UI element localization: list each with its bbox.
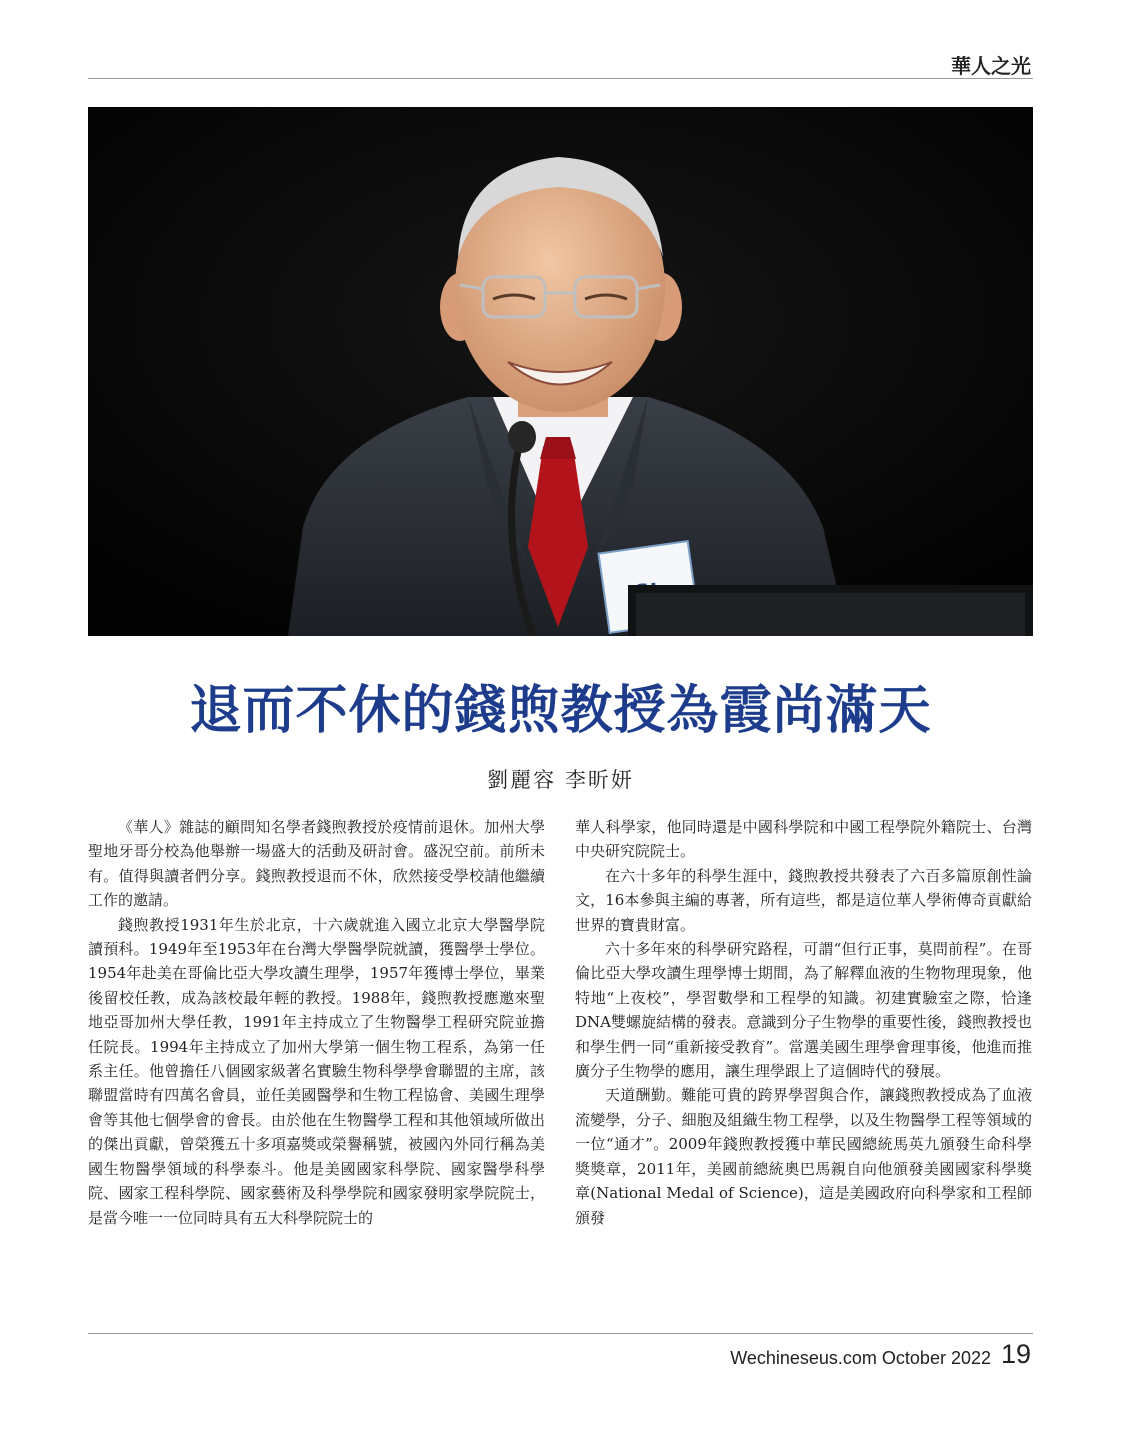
- paragraph: 在六十多年的科學生涯中，錢煦教授共發表了六百多篇原創性論文，16本參與主編的專著，所有這些，都是這位華人學術傳奇貢獻給世界的寶貴財富。: [575, 866, 1032, 934]
- footer-site-date: Wechineseus.com October 2022: [730, 1348, 991, 1368]
- paragraph: 六十多年來的科學研究路程，可謂“但行正事，莫問前程”。在哥倫比亞大學攻讀生理學博士期間，為了解釋血液的生物物理現象，他特地“上夜校”，學習數學和工程學的知識。初建實驗室之際，恰逢DNA雙螺旋結構的發表。意識到分子生物學的重要性後，錢煦教授也和學生們一同“重新接受教育”。當選美國生理學會理事後，他進而推廣分子生物學的應用，讓生理學跟上了這個時代的發展。: [575, 940, 1032, 1081]
- paragraph-continued: 華人科學家，他同時還是中國科學院和中國工程學院外籍院士、台灣中央研究院院士。: [575, 818, 1032, 861]
- microphone-head: [508, 421, 536, 453]
- page-number: 19: [1000, 1339, 1031, 1369]
- paragraph: 《華人》雜誌的顧問知名學者錢煦教授於疫情前退休。加州大學聖地牙哥分校為他舉辦一場盛大的活動及研討會。盛況空前。前所未有。值得與讀者們分享。錢煦教授退而不休，欣然接受學校請他繼續工作的邀請。: [88, 818, 545, 910]
- article-title: 退而不休的錢煦教授為霞尚滿天: [189, 681, 932, 741]
- article-photo: [88, 107, 1033, 636]
- article-column-left: [88, 815, 545, 1307]
- speaker-illustration: [88, 107, 1033, 636]
- article-byline: 劉麗容 李昕妍: [487, 768, 634, 792]
- paragraph: 天道酬勤。難能可貴的跨界學習與合作，讓錢煦教授成為了血液流變學，分子、細胞及組織生物工程學，以及生物醫學工程等領域的一位“通才”。2009年錢煦教授獲中華民國總統馬英九頒發生命科學獎獎章，2011年，美國前總統奧巴馬親自向他頒發美國國家科學獎章(National Medal of Science)，這是美國政府向科學家和工程師頒發: [575, 1086, 1032, 1227]
- header-rule: [88, 78, 1033, 79]
- footer-rule: [88, 1333, 1033, 1334]
- section-label: 華人之光: [951, 54, 1031, 78]
- paragraph: 錢煦教授1931年生於北京，十六歲就進入國立北京大學醫學院讀預科。1949年至1953年在台灣大學醫學院就讀，獲醫學士學位。1954年赴美在哥倫比亞大學攻讀生理學，1957年獲博士學位，畢業後留校任教，成為該校最年輕的教授。1988年，錢煦教授應邀來聖地亞哥加州大學任教，1991年主持成立了生物醫學工程研究院並擔任院長。1994年主持成立了加州大學第一個生物工程系，為第一任系主任。他曾擔任八個國家級著名實驗生物科學學會聯盟的主席，該聯盟當時有四萬名會員，並任美國醫學和生物工程協會、美國生理學會等其他七個學會的會長。由於他在生物醫學工程和其他領域所做出的傑出貢獻，曾榮獲五十多項嘉獎或榮譽稱號，被國內外同行稱為美國生物醫學領域的科學泰斗。他是美國國家科學院、國家醫學科學院、國家工程科學院、國家藝術及科學學院和國家發明家學院院士，是當今唯一一位同時具有五大科學院院士的: [88, 915, 545, 1227]
- article-column-right: [575, 815, 1032, 1307]
